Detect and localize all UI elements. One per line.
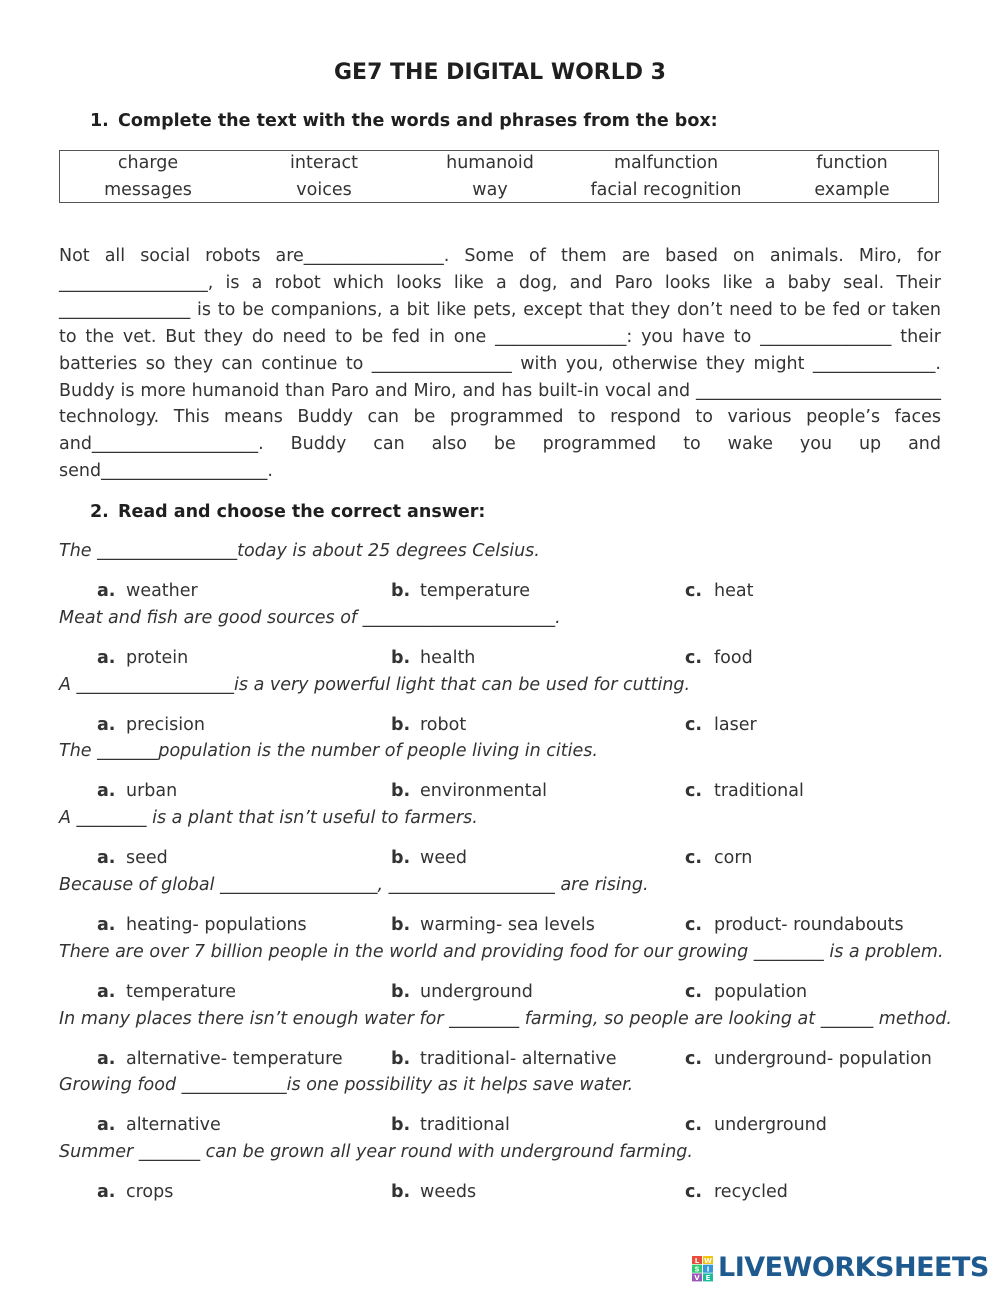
option-text: weed [420,848,467,869]
logo-tile-letter: S [694,1265,700,1274]
option-text: temperature [126,981,236,1002]
question-text: Summer _______ can be grown all year round with underground farming. [59,1142,693,1163]
option-letter: c. [685,981,703,1002]
option-letter: a. [97,581,116,601]
option-letter: c. [685,647,703,668]
answer-option[interactable] [685,581,753,601]
option-text: corn [714,848,753,869]
option-text: weather [126,581,198,601]
option-letter: c. [685,781,703,802]
question-text: The _______population is the number of people living in cities. [59,741,598,762]
option-text: laser [714,714,757,735]
option-letter: c. [685,848,703,869]
word-box-item: humanoid [446,153,534,173]
option-text: underground- population [714,1048,932,1069]
option-text: alternative [126,1115,221,1136]
option-text: recycled [714,1182,788,1203]
option-text: crops [126,1182,174,1203]
answer-option[interactable] [97,848,168,868]
word-box-item: function [816,153,888,173]
option-letter: c. [685,1048,703,1069]
logo-tile-letter: V [694,1274,700,1282]
option-letter: b. [391,781,411,802]
option-text: heating- populations [126,915,307,935]
section1-heading [90,111,718,131]
answer-option[interactable] [685,648,753,668]
answer-option[interactable] [685,1049,932,1069]
liveworksheets-logo [692,1252,992,1286]
answer-option[interactable] [391,648,475,668]
option-text: urban [126,781,178,802]
option-letter: b. [391,581,411,601]
word-box-item: way [472,180,508,200]
answer-option[interactable] [97,982,236,1002]
option-letter: b. [391,915,411,935]
option-text: heat [714,581,754,601]
option-letter: a. [97,915,116,935]
logo-tile-letter: L [694,1256,700,1265]
word-box-row-2 [60,180,938,204]
option-text: alternative- temperature [126,1048,343,1069]
word-box-item: facial recognition [590,180,742,200]
question-text: A __________________is a very powerful light that can be used for cutting. [59,674,691,695]
answer-option[interactable] [97,1115,221,1135]
option-letter: c. [685,1115,703,1136]
option-text: population [714,981,808,1002]
answer-option[interactable] [391,1115,510,1135]
section1-number: 1. [90,111,109,131]
word-box-item: example [814,180,890,200]
answer-option[interactable] [391,581,530,601]
option-letter: b. [391,1182,411,1203]
word-box-item: messages [104,180,192,200]
option-text: temperature [420,581,530,601]
answer-option[interactable] [97,581,198,601]
option-letter: b. [391,714,411,735]
answer-option[interactable] [685,915,904,935]
answer-option[interactable] [97,1049,343,1069]
answer-option[interactable] [685,1182,788,1202]
answer-option[interactable] [97,648,188,668]
answer-option[interactable] [97,715,205,735]
option-text: robot [420,714,467,735]
answer-option[interactable] [685,848,752,868]
option-letter: c. [685,915,703,935]
option-letter: a. [97,848,116,869]
question-text: Because of global __________________, ___________________ are rising. [59,875,649,895]
option-text: traditional [420,1115,510,1136]
answer-option[interactable] [391,1182,476,1202]
option-text: traditional- alternative [420,1048,617,1069]
section2-number: 2. [90,502,109,522]
logo-text: LIVEWORKSHEETS [718,1252,989,1283]
option-letter: a. [97,1048,116,1069]
option-letter: b. [391,981,411,1002]
option-text: warming- sea levels [420,915,595,935]
option-letter: a. [97,714,116,735]
question-text: A ________ is a plant that isn’t useful to farmers. [59,808,478,829]
answer-option[interactable] [391,781,547,801]
answer-option[interactable] [97,1182,173,1202]
word-box-item: voices [296,180,352,200]
option-letter: a. [97,1182,116,1203]
question-text: There are over 7 billion people in the world and providing food for our growing ________ is a problem. [59,941,944,962]
fill-in-paragraph: Not all social robots are________________. Some of them are based on animals. Miro, for _________________, is a robot which looks like a dog, and Paro looks like a baby seal. Their _______________ is to be companions, a bit like pets, except that they don’t need to be fed or taken to the vet. But they do need to be fed in one _______________: you have to _______________ their batteries so they can continue to ________________ with you, otherwise they might ______________. Buddy is more humanoid than Paro and Miro, and has built-in vocal and ____________________________ technology. This means Buddy can be programmed to respond to various people’s faces and___________________. Buddy can also be programmed to wake you up and send___________________. [59,246,941,482]
option-letter: b. [391,1115,411,1136]
section1-heading-text: Complete the text with the words and phrases from the box: [118,111,718,131]
option-letter: b. [391,647,411,668]
option-letter: b. [391,1048,411,1069]
option-text: environmental [420,781,548,802]
option-letter: c. [685,1182,703,1203]
word-box-item: charge [117,153,179,173]
answer-option[interactable] [685,781,804,801]
option-text: weeds [420,1182,477,1203]
option-letter: a. [97,647,116,668]
option-letter: a. [97,1115,116,1136]
option-text: food [714,647,753,668]
logo-tiles-icon [692,1256,714,1282]
option-text: underground [420,981,533,1002]
answer-option[interactable] [685,715,757,735]
option-text: seed [126,848,168,869]
word-box-item: malfunction [613,153,719,173]
logo-tile-letter: W [704,1256,712,1265]
answer-option[interactable] [391,915,595,935]
word-box-row-1 [60,153,938,177]
option-text: traditional [714,781,804,802]
answer-option[interactable] [391,982,533,1002]
option-text: precision [126,714,205,735]
answer-option[interactable] [391,1049,617,1069]
option-text: underground [714,1115,827,1136]
word-box-item: interact [290,153,358,173]
section2-heading-text: Read and choose the correct answer: [118,502,486,522]
logo-tile-letter: E [705,1274,711,1282]
option-text: product- roundabouts [714,915,904,935]
question-text: In many places there isn’t enough water for ________ farming, so people are looking at ______ method. [59,1008,952,1029]
question-text: Growing food ____________is one possibility as it helps save water. [59,1075,634,1096]
word-box [59,150,939,203]
option-text: protein [126,647,189,668]
option-letter: b. [391,848,411,869]
answer-option[interactable] [97,915,307,935]
answer-option[interactable] [685,982,807,1002]
option-text: health [420,647,476,668]
answer-option[interactable] [391,848,467,868]
option-letter: c. [685,714,703,735]
answer-option[interactable] [391,715,466,735]
option-letter: a. [97,781,116,802]
page-title: GE7 THE DIGITAL WORLD 3 [333,60,666,85]
logo-tile-letter: I [706,1265,710,1274]
answer-option[interactable] [97,781,177,801]
question-text: The ________________today is about 25 degrees Celsius. [59,541,540,561]
question-text: Meat and fish are good sources of ______________________. [59,607,561,628]
answer-option[interactable] [685,1115,827,1135]
option-letter: c. [685,581,703,601]
option-letter: a. [97,981,116,1002]
section2-heading [90,502,485,522]
